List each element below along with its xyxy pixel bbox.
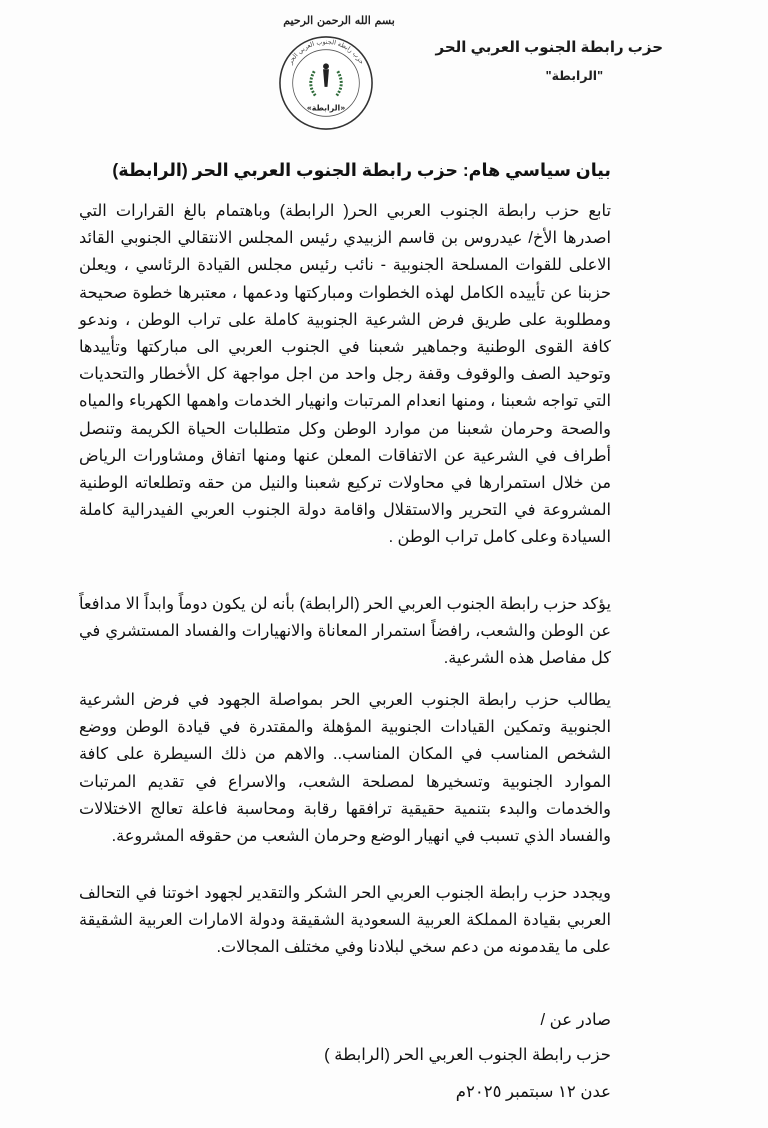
seal-center-label: «الرابطة» — [306, 103, 346, 113]
statement-title: بيان سياسي هام: حزب رابطة الجنوب العربي الحر (الرابطة) — [112, 160, 611, 180]
statement-paragraph: تابع حزب رابطة الجنوب العربي الحر( الرابطة) وباهتمام بالغ القرارات التي اصدرها الأخ/ عيدروس بن قاسم الزبيدي رئيس المجلس الانتقالي الجنوبي القائد الاعلى للقوات المسلحة الجنوبية - نائب رئيس مجلس القيادة الرئاسي ، ويعلن حزبنا عن تأييده الكامل لهذه الخطوات ومباركتها ودعمها ، معتبرها خطوة صحيحة ومطلوبة على طريق فرض الشرعية الجنوبية كاملة على تراب الوطن ، وندعو كافة القوى الوطنية وجماهير شعبنا في الجنوب العربي الى مباركتها وتأييدها وتوحيد الصف والوقوف وقفة رجل واحد من اجل مواجهة كل الأخطار والتحديات التي تواجه شعبنا ، ومنها انعدام المرتبات وانهيار الخدمات واهمها الكهرباء والمياه والصحة وحرمان شعبنا من موارد الوطن وكل متطلبات الحياة الكريمة وتنصل أطراف في الشرعية عن الاتفاقات المعلن عنها ومنها اتفاق ومشاورات الرياض من خلال استمرارها في محاولات تركيع شعبنا والنيل من حقه وتطلعاته الوطنية المشروعة في التحرير والاستقلال واقامة دولة الجنوب العربي الفيدرالية كاملة السيادة وعلى كامل تراب الوطن . — [79, 202, 611, 547]
issued-by-label: صادر عن / — [540, 1011, 611, 1029]
party-seal-logo — [277, 34, 375, 132]
statement-paragraph: يطالب حزب رابطة الجنوب العربي الحر بمواصلة الجهود في فرض الشرعية الجنوبية وتمكين القيادات الجنوبية المؤهلة والمقتدرة في قيادة الوطن ووضع الشخص المناسب في المكان المناسب.. والاهم من ذلك السيطرة على كافة الموارد الجنوبية وتسخيرها لمصلحة الشعب، والاسراع في تقديم المرتبات والخدمات والبدء بتنمية حقيقية ترافقها رقابة ومحاسبة فاعلة تعالج الاختلالات والفساد الذي تسبب في انهيار الوضع وحرمان الشعب من حقوقه المشروعة. — [79, 691, 611, 846]
place-and-date: عدن ١٢ سبتمبر ٢٠٢٥م — [455, 1083, 611, 1101]
statement-paragraph: يؤكد حزب رابطة الجنوب العربي الحر (الرابطة) بأنه لن يكون دوماً وابداً الا مدافعاً عن الوطن والشعب، رافضاً استمرار المعاناة والانهيارات والفساد المستشري في كل مفاصل هذه الشرعية. — [79, 595, 611, 668]
party-name-header: حزب رابطة الجنوب العربي الحر — [435, 39, 663, 56]
party-short-name: "الرابطة" — [545, 69, 603, 83]
issuer-name: حزب رابطة الجنوب العربي الحر (الرابطة ) — [324, 1046, 611, 1064]
seal-ring-text: حزب رابطة الجنوب العربي الحر — [286, 37, 366, 66]
statement-paragraph: ويجدد حزب رابطة الجنوب العربي الحر الشكر والتقدير لجهود اخوتنا في التحالف العربي بقيادة المملكة العربية السعودية الشقيقة ودولة الامارات العربية الشقيقة على ما يقدمونه من دعم سخي لبلادنا وفي مختلف المجالات. — [79, 884, 611, 957]
basmala: بسم الله الرحمن الرحيم — [283, 14, 395, 27]
